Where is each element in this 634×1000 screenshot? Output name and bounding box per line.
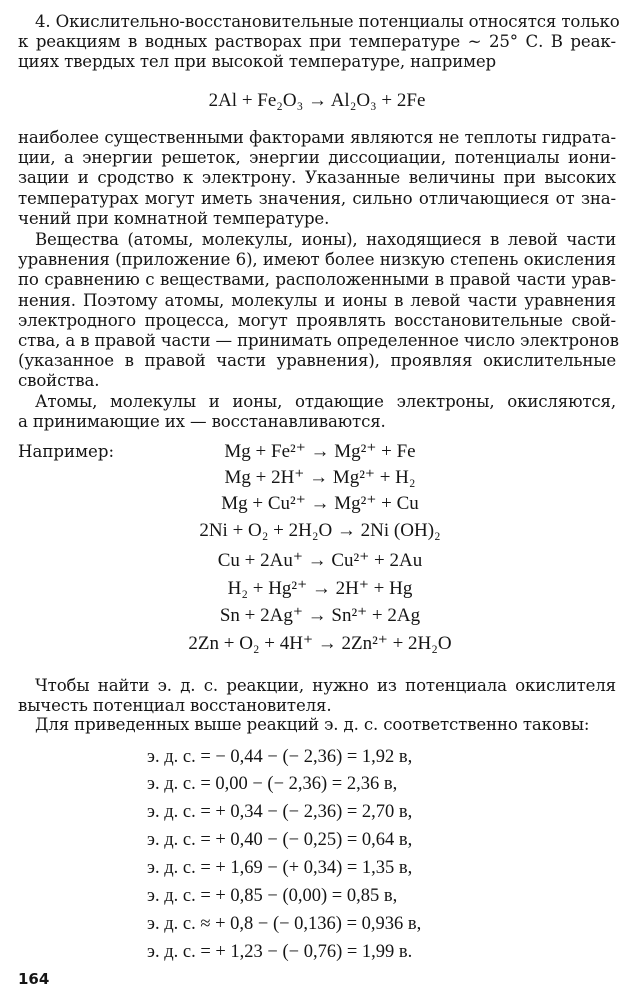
text-line: электродного процесса, могут проявлять восстановительные свой-: [18, 310, 616, 330]
reaction-equation: 2Zn + O₂ + 4H⁺ → 2Zn²⁺ + 2H₂O: [188, 633, 452, 654]
reaction-equation: Mg + Fe²⁺ → Mg²⁺ + Fe: [224, 441, 416, 462]
text-line: температурах могут иметь значения, сильно отличающиеся от зна-: [18, 188, 616, 208]
emf-line: э. д. с. = + 1,23 − (− 0,76) = 1,99 в.: [147, 942, 413, 962]
text-line: циях твердых тел при высокой температуре, например: [18, 52, 496, 72]
emf-line: э. д. с. = + 0,34 − (− 2,36) = 2,70 в,: [147, 802, 413, 822]
emf-line: э. д. с. = 0,00 − (− 2,36) = 2,36 в,: [147, 774, 398, 794]
text-line: зации и сродство к электрону. Указанные величины при высоких: [18, 168, 616, 188]
page-number: 164: [18, 970, 50, 988]
text-line: уравнения (приложение 6), имеют более низкую степень окисления: [18, 250, 616, 270]
reaction-equation: 2Ni + O₂ + 2H₂O → 2Ni (OH)₂: [199, 520, 441, 541]
text-line: наиболее существенными факторами являются не теплоты гидрата-: [18, 128, 616, 147]
text-line: Чтобы найти э. д. с. реакции, нужно из потенциала окислителя: [35, 676, 616, 695]
emf-line: э. д. с. = + 0,85 − (0,00) = 0,85 в,: [147, 886, 398, 906]
emf-line: э. д. с. = − 0,44 − (− 2,36) = 1,92 в,: [147, 747, 413, 767]
text-line: Атомы, молекулы и ионы, отдающие электроны, окисляются,: [35, 392, 616, 411]
reaction-equation: Cu + 2Au⁺ → Cu²⁺ + 2Au: [217, 550, 423, 571]
emf-line: э. д. с. = + 1,69 − (+ 0,34) = 1,35 в,: [147, 858, 413, 878]
text-line: Вещества (атомы, молекулы, ионы), находящиеся в левой части: [35, 230, 616, 249]
reaction-equation: Mg + 2H⁺ → Mg²⁺ + H₂: [224, 467, 416, 488]
text-line: по сравнению с веществами, расположенными в правой части урав-: [18, 270, 616, 290]
text-line: нения. Поэтому атомы, молекулы и ионы в левой части уравнения: [18, 290, 616, 310]
paragraph-factors: [18, 128, 616, 229]
paragraph-substances: [18, 230, 619, 392]
paragraph-emf-intro: [18, 715, 616, 735]
text-line: ции, а энергии решеток, энергии диссоциации, потенциалы иони-: [18, 148, 616, 168]
reaction-equation: H₂ + Hg²⁺ → 2H⁺ + Hg: [227, 578, 413, 599]
paragraph-emf-rule: [18, 676, 616, 716]
main-equation: 2Al + Fe₂O₃ → Al₂O₃ + 2Fe: [208, 90, 426, 111]
text-line: свойства.: [18, 371, 100, 391]
text-line: к реакциям в водных растворах при температуре ~ 25° С. В реак-: [18, 32, 616, 52]
text-line: (указанное в правой части уравнения), проявляя окислительные: [18, 351, 616, 371]
reaction-equation: Sn + 2Ag⁺ → Sn²⁺ + 2Ag: [219, 605, 421, 626]
text-line: 4. Окислительно-восстановительные потенциалы относятся только: [35, 12, 620, 31]
text-line: ства, а в правой части — принимать определенное число электронов: [18, 331, 619, 351]
emf-line: э. д. с. = + 0,40 − (− 0,25) = 0,64 в,: [147, 830, 413, 850]
text-line: а принимающие их — восстанавливаются.: [18, 412, 386, 432]
paragraph-oxidation: [18, 392, 616, 432]
text-line: чений при комнатной температуре.: [18, 208, 330, 228]
paragraph-intro: [18, 12, 620, 73]
text-line: Для приведенных выше реакций э. д. с. соответственно таковы:: [35, 715, 590, 734]
text-line: вычесть потенциал восстановителя.: [18, 696, 332, 716]
example-label: Например:: [18, 442, 115, 461]
reaction-equation: Mg + Cu²⁺ → Mg²⁺ + Cu: [221, 493, 419, 514]
emf-line: э. д. с. ≈ + 0,8 − (− 0,136) = 0,936 в,: [147, 914, 422, 934]
